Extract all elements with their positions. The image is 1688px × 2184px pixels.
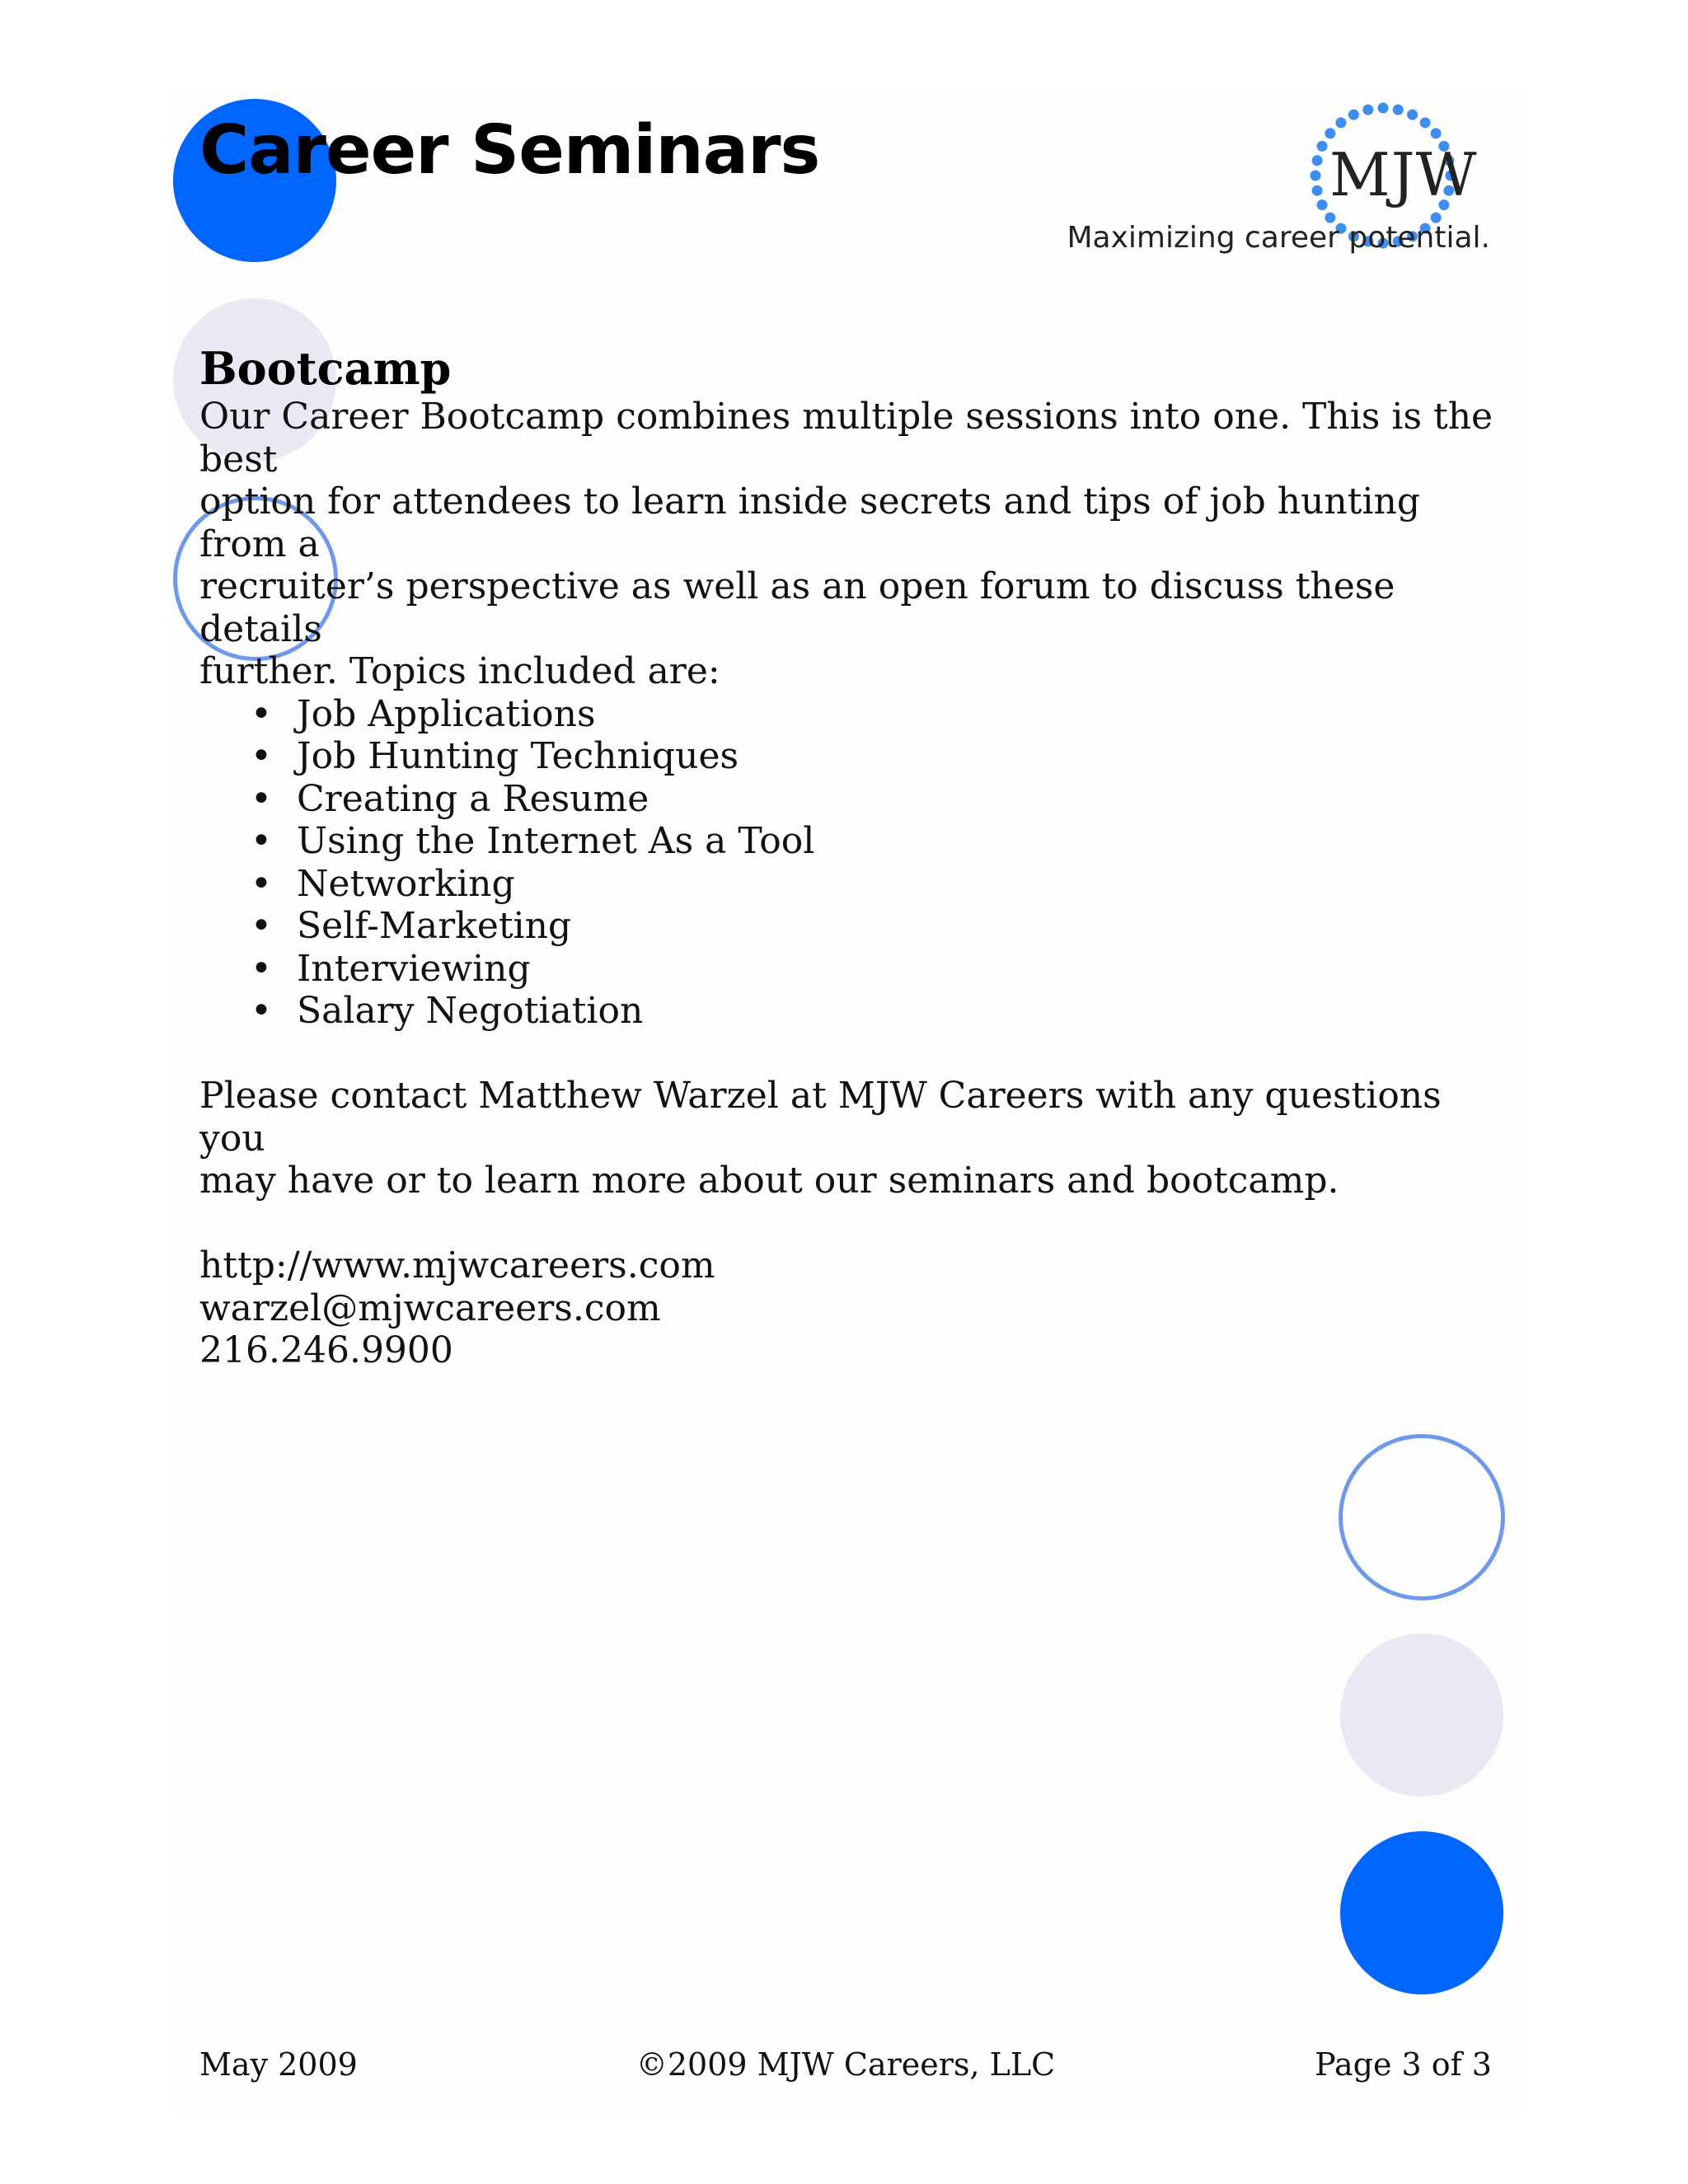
topic-label: Job Hunting Techniques — [297, 735, 739, 777]
email-link[interactable]: warzel@mjwcareers.com — [199, 1286, 661, 1329]
logo-dot — [1378, 103, 1389, 114]
bullet-icon: • — [251, 862, 272, 905]
topic-label: Salary Negotiation — [297, 990, 644, 1032]
topic-label: Creating a Resume — [297, 777, 649, 820]
list-item — [251, 692, 1502, 736]
logo-dot — [1431, 128, 1442, 138]
footer-page-number: Page 3 of 3 — [1315, 2046, 1492, 2083]
website-link[interactable]: http://www.mjwcareers.com — [199, 1244, 715, 1286]
list-item — [251, 947, 1502, 991]
logo-dot — [1420, 117, 1431, 128]
intro-line: Our Career Bootcamp combines multiple sessions into one. This is the best — [199, 396, 1493, 480]
list-item — [251, 777, 1502, 821]
logo-dot — [1317, 199, 1328, 210]
bullet-icon: • — [251, 735, 272, 777]
logo-dot — [1362, 105, 1373, 115]
footer-date: May 2009 — [199, 2046, 358, 2083]
topic-label: Job Applications — [297, 692, 596, 735]
footer-copyright: ©2009 MJW Careers, LLC — [635, 2046, 1056, 2083]
list-item — [251, 990, 1502, 1033]
list-item — [251, 735, 1502, 778]
intro-line: further. Topics included are: — [199, 650, 720, 692]
logo-dot — [1393, 105, 1404, 115]
intro-paragraph — [199, 396, 1502, 693]
logo-dot — [1312, 185, 1323, 196]
decorative-circle-gray-bottom — [1340, 1633, 1503, 1797]
logo-tagline: Maximizing career potential. — [1067, 221, 1490, 255]
page-footer — [199, 2044, 1492, 2085]
section-heading: Bootcamp — [199, 342, 452, 395]
topics-list — [199, 693, 1502, 1033]
logo-dot — [1335, 117, 1346, 128]
bullet-icon: • — [251, 820, 272, 862]
bullet-icon: • — [251, 947, 272, 990]
logo-dot — [1325, 128, 1335, 138]
logo-dot — [1311, 171, 1321, 181]
topic-label: Networking — [297, 862, 515, 905]
intro-line: option for attendees to learn inside secrets and tips of job hunting from a — [199, 480, 1421, 565]
contact-line: may have or to learn more about our seminars and bootcamp. — [199, 1160, 1339, 1202]
logo-dot — [1312, 155, 1323, 166]
topic-label: Using the Internet As a Tool — [297, 820, 815, 862]
contact-details — [199, 1244, 1502, 1372]
bullet-icon: • — [251, 905, 272, 947]
contact-paragraph — [199, 1075, 1502, 1202]
logo-dot — [1317, 141, 1328, 152]
topic-label: Interviewing — [297, 947, 531, 990]
list-item — [251, 820, 1502, 863]
mjw-logo — [1067, 97, 1507, 270]
page-title: Career Seminars — [199, 111, 820, 190]
bullet-icon: • — [251, 990, 272, 1032]
phone-number: 216.246.9900 — [199, 1329, 453, 1371]
decorative-circle-outline-bottom — [1339, 1434, 1505, 1601]
decorative-circle-blue-bottom — [1340, 1831, 1503, 1994]
logo-text: MJW — [1329, 140, 1478, 209]
list-item — [251, 905, 1502, 948]
topic-label: Self-Marketing — [297, 905, 572, 947]
bootcamp-content — [199, 396, 1502, 1372]
bullet-icon: • — [251, 692, 272, 735]
logo-dot — [1348, 110, 1359, 120]
bullet-icon: • — [251, 777, 272, 820]
contact-line: Please contact Matthew Warzel at MJW Careers with any questions you — [199, 1075, 1442, 1160]
spacer — [199, 1033, 1502, 1076]
list-item — [251, 862, 1502, 906]
logo-dot — [1407, 110, 1418, 120]
intro-line: recruiter’s perspective as well as an open forum to discuss these details — [199, 565, 1395, 650]
spacer — [199, 1202, 1502, 1245]
